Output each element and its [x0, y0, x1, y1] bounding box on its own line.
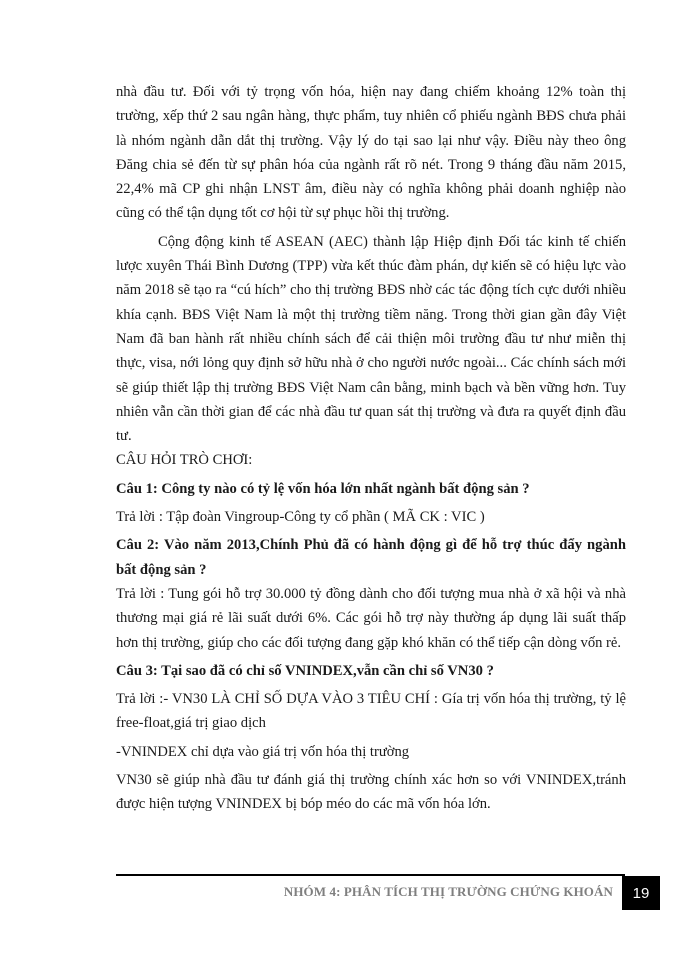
answer-2: Trả lời : Tung gói hỗ trợ 30.000 tỷ đồng dành cho đối tượng mua nhà ở xã hội và nhà thương mại giá rẻ lãi suất dưới 6%. Các gói hỗ trợ này thường áp dụng lãi suất thấp hơn thị trường, giúp cho các đối tượng đang gặp khó khăn có thể tiếp cận dòng vốn rẻ. [116, 585, 626, 651]
answer-1: Trả lời : Tập đoàn Vingroup-Công ty cổ phần ( MÃ CK : VIC ) [116, 509, 485, 526]
footer-divider [116, 874, 625, 876]
page-number: 19 [622, 876, 660, 910]
answer-3-line-2: -VNINDEX chỉ dựa vào giá trị vốn hóa thị trường [116, 743, 410, 760]
document-body [116, 80, 626, 817]
paragraph-capitalization: nhà đầu tư. Đối với tỷ trọng vốn hóa, hiện nay đang chiếm khoảng 12% toàn thị trường, xếp thứ 2 sau ngân hàng, thực phẩm, tuy nhiên cổ phiếu ngành BĐS chưa phải là nhóm ngành dẫn dắt thị trường. Vậy lý do tại sao lại như vậy. Điều này theo ông Đăng chia sẻ đến từ sự phân hóa của ngành rất rõ nét. Trong 9 tháng đầu năm 2015, 22,4% mã CP ghi nhận LNST âm, điều này có nghĩa không phải doanh nghiệp nào cũng có thể tận dụng tốt cơ hội từ sự phục hồi thị trường. [116, 84, 626, 222]
answer-3-line-3: VN30 sẽ giúp nhà đầu tư đánh giá thị trường chính xác hơn so với VNINDEX,tránh được hiện tượng VNINDEX bị bóp méo do các mã vốn hóa lớn. [116, 772, 626, 813]
paragraph-asean-tpp: Cộng động kinh tế ASEAN (AEC) thành lập Hiệp định Đối tác kinh tế chiến lược xuyên Thái Bình Dương (TPP) vừa kết thúc đàm phán, dự kiến sẽ có hiệu lực vào năm 2018 sẽ tạo ra “cú hích” cho thị trường BĐS nhờ các tác động tích cực dưới nhiều khía cạnh. BĐS Việt Nam là một thị trường tiềm năng. Trong thời gian gần đây Việt Nam đã ban hành rất nhiều chính sách để cải thiện môi trường đầu tư như miễn thị thực, visa, nới lỏng quy định sở hữu nhà ở cho người nước ngoài... Các chính sách mới sẽ giúp thiết lập thị trường BĐS Việt Nam cân bằng, minh bạch và bền vững hơn. Tuy nhiên vẫn cần thời gian để các nhà đầu tư quan sát thị trường và đưa ra quyết định đầu tư. [116, 233, 626, 445]
question-2: Câu 2: Vào năm 2013,Chính Phủ đã có hành động gì để hỗ trợ thúc đẩy ngành bất động sản ? [116, 537, 626, 578]
question-3: Câu 3: Tại sao đã có chỉ số VNINDEX,vẫn cần chỉ số VN30 ? [116, 662, 494, 679]
footer-title: NHÓM 4: PHÂN TÍCH THỊ TRƯỜNG CHỨNG KHOÁN [283, 884, 613, 899]
section-heading: CÂU HỎI TRÒ CHƠI: [116, 452, 253, 469]
answer-3-line-1: Trả lời :- VN30 LÀ CHỈ SỐ DỰA VÀO 3 TIÊU CHÍ : Gía trị vốn hóa thị trường, tỷ lệ free-float,giá trị giao dịch [116, 691, 626, 732]
question-1: Câu 1: Công ty nào có tỷ lệ vốn hóa lớn nhất ngành bất động sản ? [116, 480, 530, 497]
